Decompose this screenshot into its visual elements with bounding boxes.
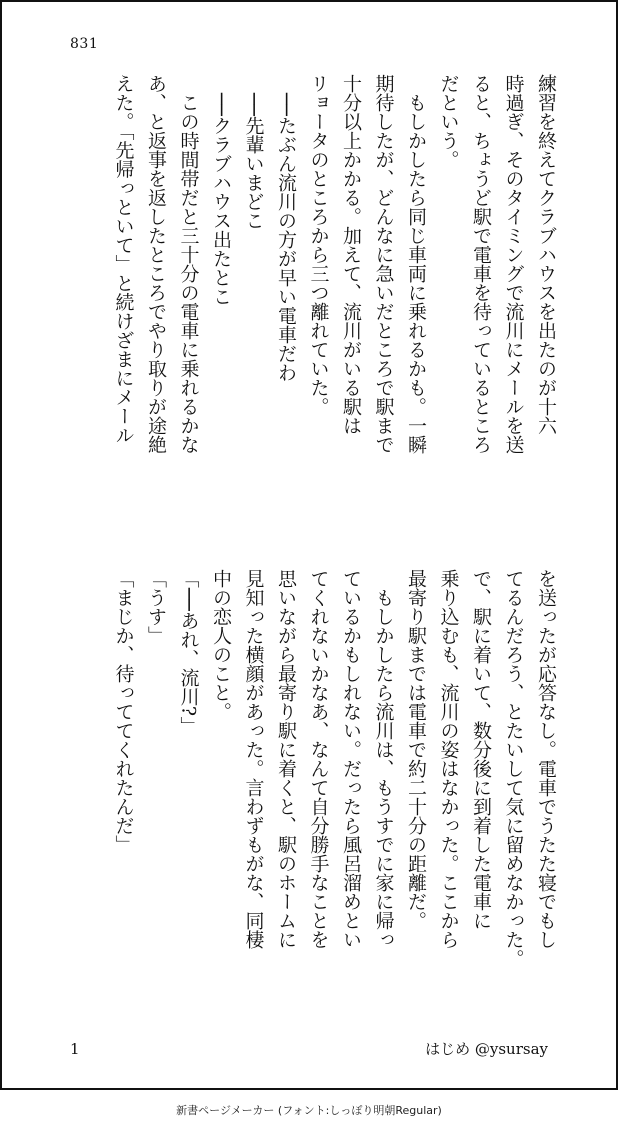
- text-line: この時間帯だと三十分の電車に乗れるかな: [177, 74, 200, 454]
- text-line: 中の恋人のこと。: [210, 569, 232, 721]
- text-line: ──クラブハウス出たとこ: [210, 74, 232, 306]
- text-line: リョータのところから三つ離れていた。: [307, 74, 330, 416]
- text-line: 乗り込むも、流川の姿はなかった。ここから: [437, 569, 460, 949]
- text-line: ると、ちょうど駅で電車を待っているところ: [470, 74, 492, 454]
- text-line: 見知った横顔があった。言わずもがな、同棲: [242, 569, 265, 949]
- text-line: 練習を終えてクラブハウスを出たのが十六: [535, 74, 557, 435]
- text-line: 「まじか、待っててくれたんだ」: [112, 569, 135, 854]
- text-line: 十分以上かかる。加えて、流川がいる駅は: [340, 74, 362, 435]
- text-line: だという。: [437, 74, 460, 169]
- author-credit: はじめ @ysursay: [425, 1040, 548, 1058]
- text-line: 思いながら最寄り駅に着くと、駅のホームに: [275, 569, 297, 949]
- text-line: あ、と返事を返したところでやり取りが途絶: [145, 74, 167, 454]
- text-line: 最寄り駅までは電車で約二十分の距離だ。: [405, 569, 427, 930]
- text-line: えた。「先帰っといて」と続けざまにメール: [112, 74, 135, 445]
- text-block-top: [60, 74, 562, 544]
- text-line: ──たぶん流川の方が早い電車だわ: [275, 74, 297, 382]
- text-line: 時過ぎ、そのタイミングで流川にメールを送: [502, 74, 525, 454]
- text-line: もしかしたら同じ車両に乗れるかも。一瞬: [405, 74, 427, 454]
- text-line: 期待したが、どんなに急いだところで駅まで: [372, 74, 395, 454]
- text-line: 「──あれ、流川?」: [177, 569, 200, 736]
- text-line: ──先輩いまどこ: [242, 74, 265, 230]
- text-line: もしかしたら流川は、もうすでに家に帰っ: [372, 569, 395, 949]
- page-number-top: 831: [70, 36, 99, 52]
- text-line: てくれないかなあ、なんて自分勝手なことを: [307, 569, 330, 949]
- generator-credit: 新書ページメーカー (フォント:しっぽり明朝Regular): [176, 1104, 442, 1117]
- text-line: で、駅に着いて、数分後に到着した電車に: [470, 569, 492, 930]
- text-block-bottom: [60, 569, 562, 1029]
- text-line: ているかもしれない。だったら風呂溜めとい: [340, 569, 362, 949]
- text-line: てるんだろう、とたいして気に留めなかった。: [502, 569, 525, 968]
- text-line: を送ったが応答なし。電車でうたた寝でもし: [535, 569, 557, 949]
- page-number-bottom: 1: [70, 1040, 80, 1058]
- text-line: 「うす」: [145, 569, 167, 645]
